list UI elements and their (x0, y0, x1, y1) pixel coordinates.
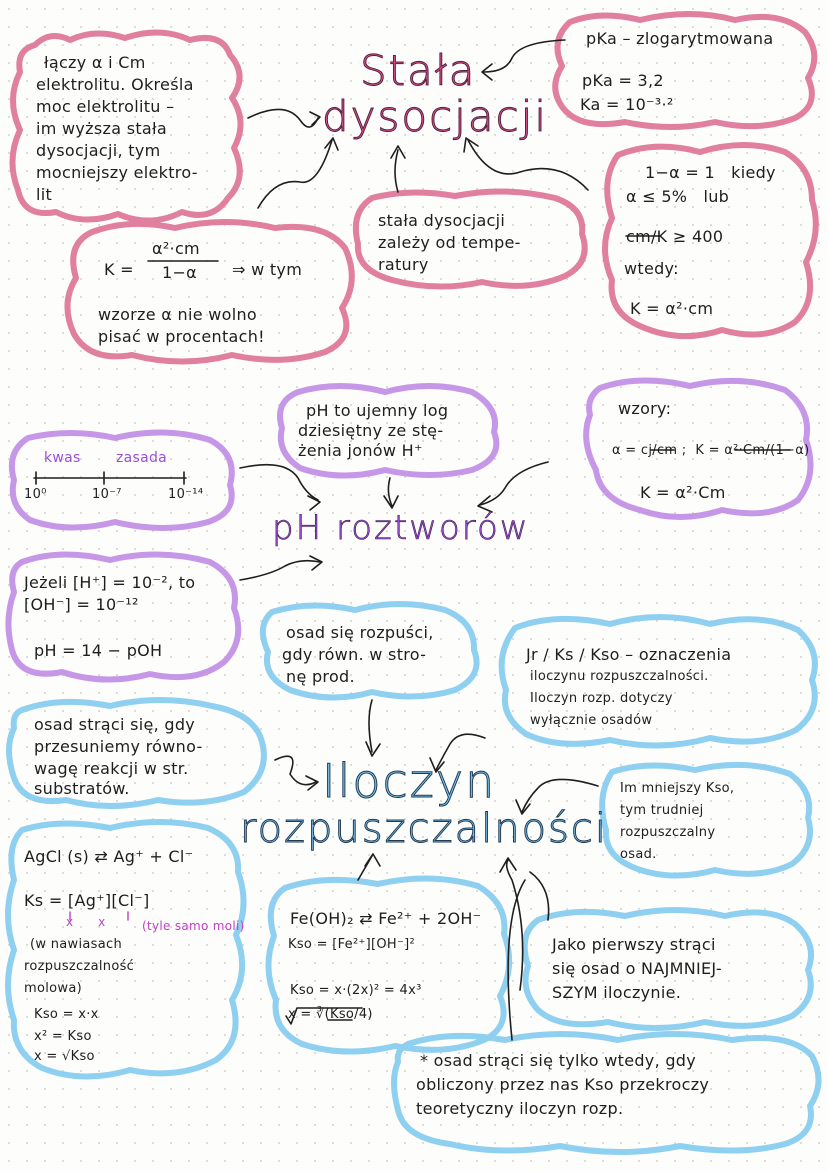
note-line: mocniejszy elektro- (36, 163, 198, 182)
note-line: elektrolitu. Określa (36, 75, 194, 94)
note-line: Kso = x·x (34, 1007, 99, 1022)
tick-label: 10⁻⁷ (92, 487, 122, 502)
note-line: x² = Kso (34, 1029, 92, 1044)
heading-iloczyn: Iloczyn (322, 754, 497, 808)
note-line: x x (66, 915, 106, 929)
note-line: osad strąci się, gdy (34, 715, 196, 734)
note-line: α ≤ 5% lub (626, 187, 730, 206)
note-line: cm/K ≥ 400 (626, 227, 724, 246)
tick-label: 10⁰ (24, 487, 47, 502)
note-line: rozpuszczalny (620, 825, 716, 840)
note-line: tym trudniej (620, 803, 704, 818)
note-line: wzorze α nie wolno (98, 305, 257, 324)
heading-rozpuszczalnosci: rozpuszczalności (240, 806, 608, 852)
note-line: α = cj/cm ; K = α²·Cm/(1−α) (612, 443, 810, 458)
note-line: (w nawiasach (30, 937, 122, 952)
note-line: pKa = 3,2 (582, 71, 664, 90)
note-line: iloczynu rozpuszczalności. (530, 669, 709, 684)
note-line: molowa) (24, 981, 82, 996)
note-line: Kso = x·(2x)² = 4x³ (290, 983, 422, 998)
note-line: wtedy: (624, 259, 679, 278)
note-line: Jr / Ks / Kso – oznaczenia (526, 645, 732, 664)
mole-note: (tyle samo moli) (142, 919, 245, 933)
formula-tail: ⇒ w tym (232, 260, 303, 279)
note-line: obliczony przez nas Kso przekroczy (416, 1075, 710, 1094)
note-line: gdy równ. w stro- (282, 645, 427, 664)
note-line: się osad o NAJMNIEJ- (552, 959, 722, 978)
note-line: osad. (620, 847, 657, 862)
note-line: łączy α i Cm (44, 53, 146, 72)
note-line: dziesiętny ze stę- (298, 421, 444, 440)
tick-label: 10⁻¹⁴ (168, 487, 204, 502)
note-line: moc elektrolitu – (36, 97, 175, 116)
note-line: dysocjacji, tym (36, 141, 161, 160)
note-line: pH = 14 − pOH (34, 641, 163, 660)
note-line: teoretyczny iloczyn rozp. (416, 1099, 624, 1118)
note-line: [OH⁻] = 10⁻¹² (24, 595, 139, 614)
note-line: rozpuszczalność (24, 959, 135, 974)
note-line: SZYM iloczynie. (552, 983, 682, 1002)
acid-label: kwas (44, 450, 81, 466)
note-line: AgCl (s) ⇄ Ag⁺ + Cl⁻ (24, 847, 194, 866)
note-line: x = ∛(Kso/4) (288, 1007, 373, 1022)
note-line: wyłącznie osadów (530, 713, 653, 728)
k-label: K = (104, 260, 134, 279)
note-line: K = α²·Cm (640, 483, 726, 502)
note-line: Ks = [Ag⁺][Cl⁻] (24, 891, 150, 910)
note-line: substratów. (34, 779, 130, 798)
cloud-scale (12, 432, 232, 528)
note-line: Ka = 10⁻³·² (580, 95, 674, 114)
note-line: zależy od tempe- (378, 233, 521, 252)
note-line: im wyższa stała (36, 119, 167, 138)
note-line: pH to ujemny log (306, 401, 449, 420)
note-line: 1−α = 1 kiedy (645, 163, 776, 182)
note-line: Jeżeli [H⁺] = 10⁻², to (24, 573, 196, 592)
base-label: zasada (116, 450, 168, 466)
fraction-numerator: α²·cm (152, 239, 200, 258)
note-line: K = α²·cm (630, 299, 714, 318)
note-line: x = √Kso (34, 1049, 95, 1064)
note-line: ratury (378, 255, 429, 274)
note-line: żenia jonów H⁺ (298, 441, 423, 460)
note-line: wagę reakcji w str. (34, 759, 189, 778)
note-line: wzory: (618, 399, 672, 418)
note-line: * osad strąci się tylko wtedy, gdy (420, 1051, 697, 1070)
heading-dysocjacji: dysocjacji (322, 92, 549, 141)
heading-stala: Stała (360, 46, 477, 95)
cloud-feoh (268, 878, 509, 1051)
heading-ph: pH roztworów (272, 508, 530, 548)
note-line: przesuniemy równo- (34, 737, 203, 756)
note-line: Jako pierwszy strąci (552, 935, 716, 954)
note-line: pKa – zlogarytmowana (586, 29, 774, 48)
note-line: Iloczyn rozp. dotyczy (530, 691, 673, 706)
note-line: nę prod. (286, 667, 355, 686)
note-line: pisać w procentach! (98, 327, 265, 346)
note-line: osad się rozpuści, (286, 623, 434, 642)
note-line: Fe(OH)₂ ⇄ Fe²⁺ + 2OH⁻ (290, 909, 482, 928)
note-line: lit (36, 185, 53, 204)
note-line: stała dysocjacji (378, 211, 506, 230)
fraction-denominator: 1−α (162, 263, 198, 282)
note-line: Kso = [Fe²⁺][OH⁻]² (288, 937, 416, 952)
note-line: Im mniejszy Kso, (620, 781, 735, 796)
